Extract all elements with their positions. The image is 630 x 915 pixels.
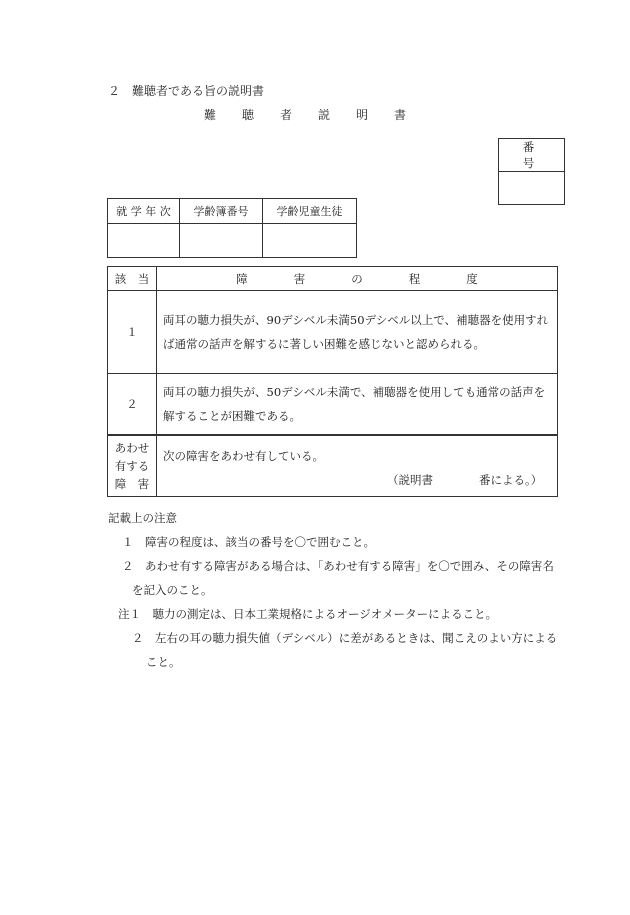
- remark-2: ２ 左右の耳の聴力損失値（デシベル）に差があるときは、聞こえのよい方による: [132, 631, 558, 645]
- notes-section: [108, 506, 557, 674]
- note-item-2: ２ あわせ有する障害がある場合は、「あわせ有する障害」を〇で囲み、その障害名: [122, 559, 554, 573]
- number-field[interactable]: [499, 172, 565, 205]
- note-item-1: １ 障害の程度は、該当の番号を〇で囲むこと。: [122, 535, 375, 549]
- note-item-2-cont: を記入のこと。: [132, 583, 213, 597]
- number-label: 番 号: [499, 139, 565, 172]
- applicable-header: 該 当: [108, 267, 157, 291]
- row-description-2: 両耳の聴力損失が、50デシベル未満で、補聴器を使用しても通常の話声を解することが困難である。: [157, 374, 558, 436]
- row-number-1[interactable]: １: [108, 291, 157, 374]
- grade-table: [107, 198, 357, 258]
- grade-year-header: 就 学 年 次: [108, 199, 180, 224]
- row-description-1: 両耳の聴力損失が、90デシベル未満50デシベル以上で、補聴器を使用すれば通常の話声を解するに著しい困難を感じないと認められる。: [157, 291, 558, 374]
- remark-2-cont: こと。: [146, 655, 181, 669]
- row-number-2[interactable]: ２: [108, 374, 157, 436]
- disability-table: [107, 266, 558, 497]
- combined-disability-reference: （説明書 番による。）: [387, 473, 543, 487]
- student-header: 学齢児童生徒: [263, 199, 357, 224]
- combined-disability-label[interactable]: あわせ 有する 障 害: [108, 435, 157, 497]
- register-number-field[interactable]: [180, 224, 263, 258]
- remark-1: 注１ 聴力の測定は、日本工業規格によるオージオメーターによること。: [118, 607, 498, 621]
- notes-title: 記載上の注意: [108, 511, 177, 525]
- section-heading: ２ 難聴者である旨の説明書: [108, 84, 265, 98]
- document-title: 難聴者説明書: [203, 108, 432, 122]
- combined-disability-text: 次の障害をあわせ有している。: [163, 449, 324, 463]
- number-box: [498, 138, 578, 205]
- register-number-header: 学齢簿番号: [180, 199, 263, 224]
- combined-disability-cell: [157, 435, 558, 497]
- student-field[interactable]: [263, 224, 357, 258]
- grade-year-field[interactable]: [108, 224, 180, 258]
- degree-header: 障 害 の 程 度: [157, 267, 558, 291]
